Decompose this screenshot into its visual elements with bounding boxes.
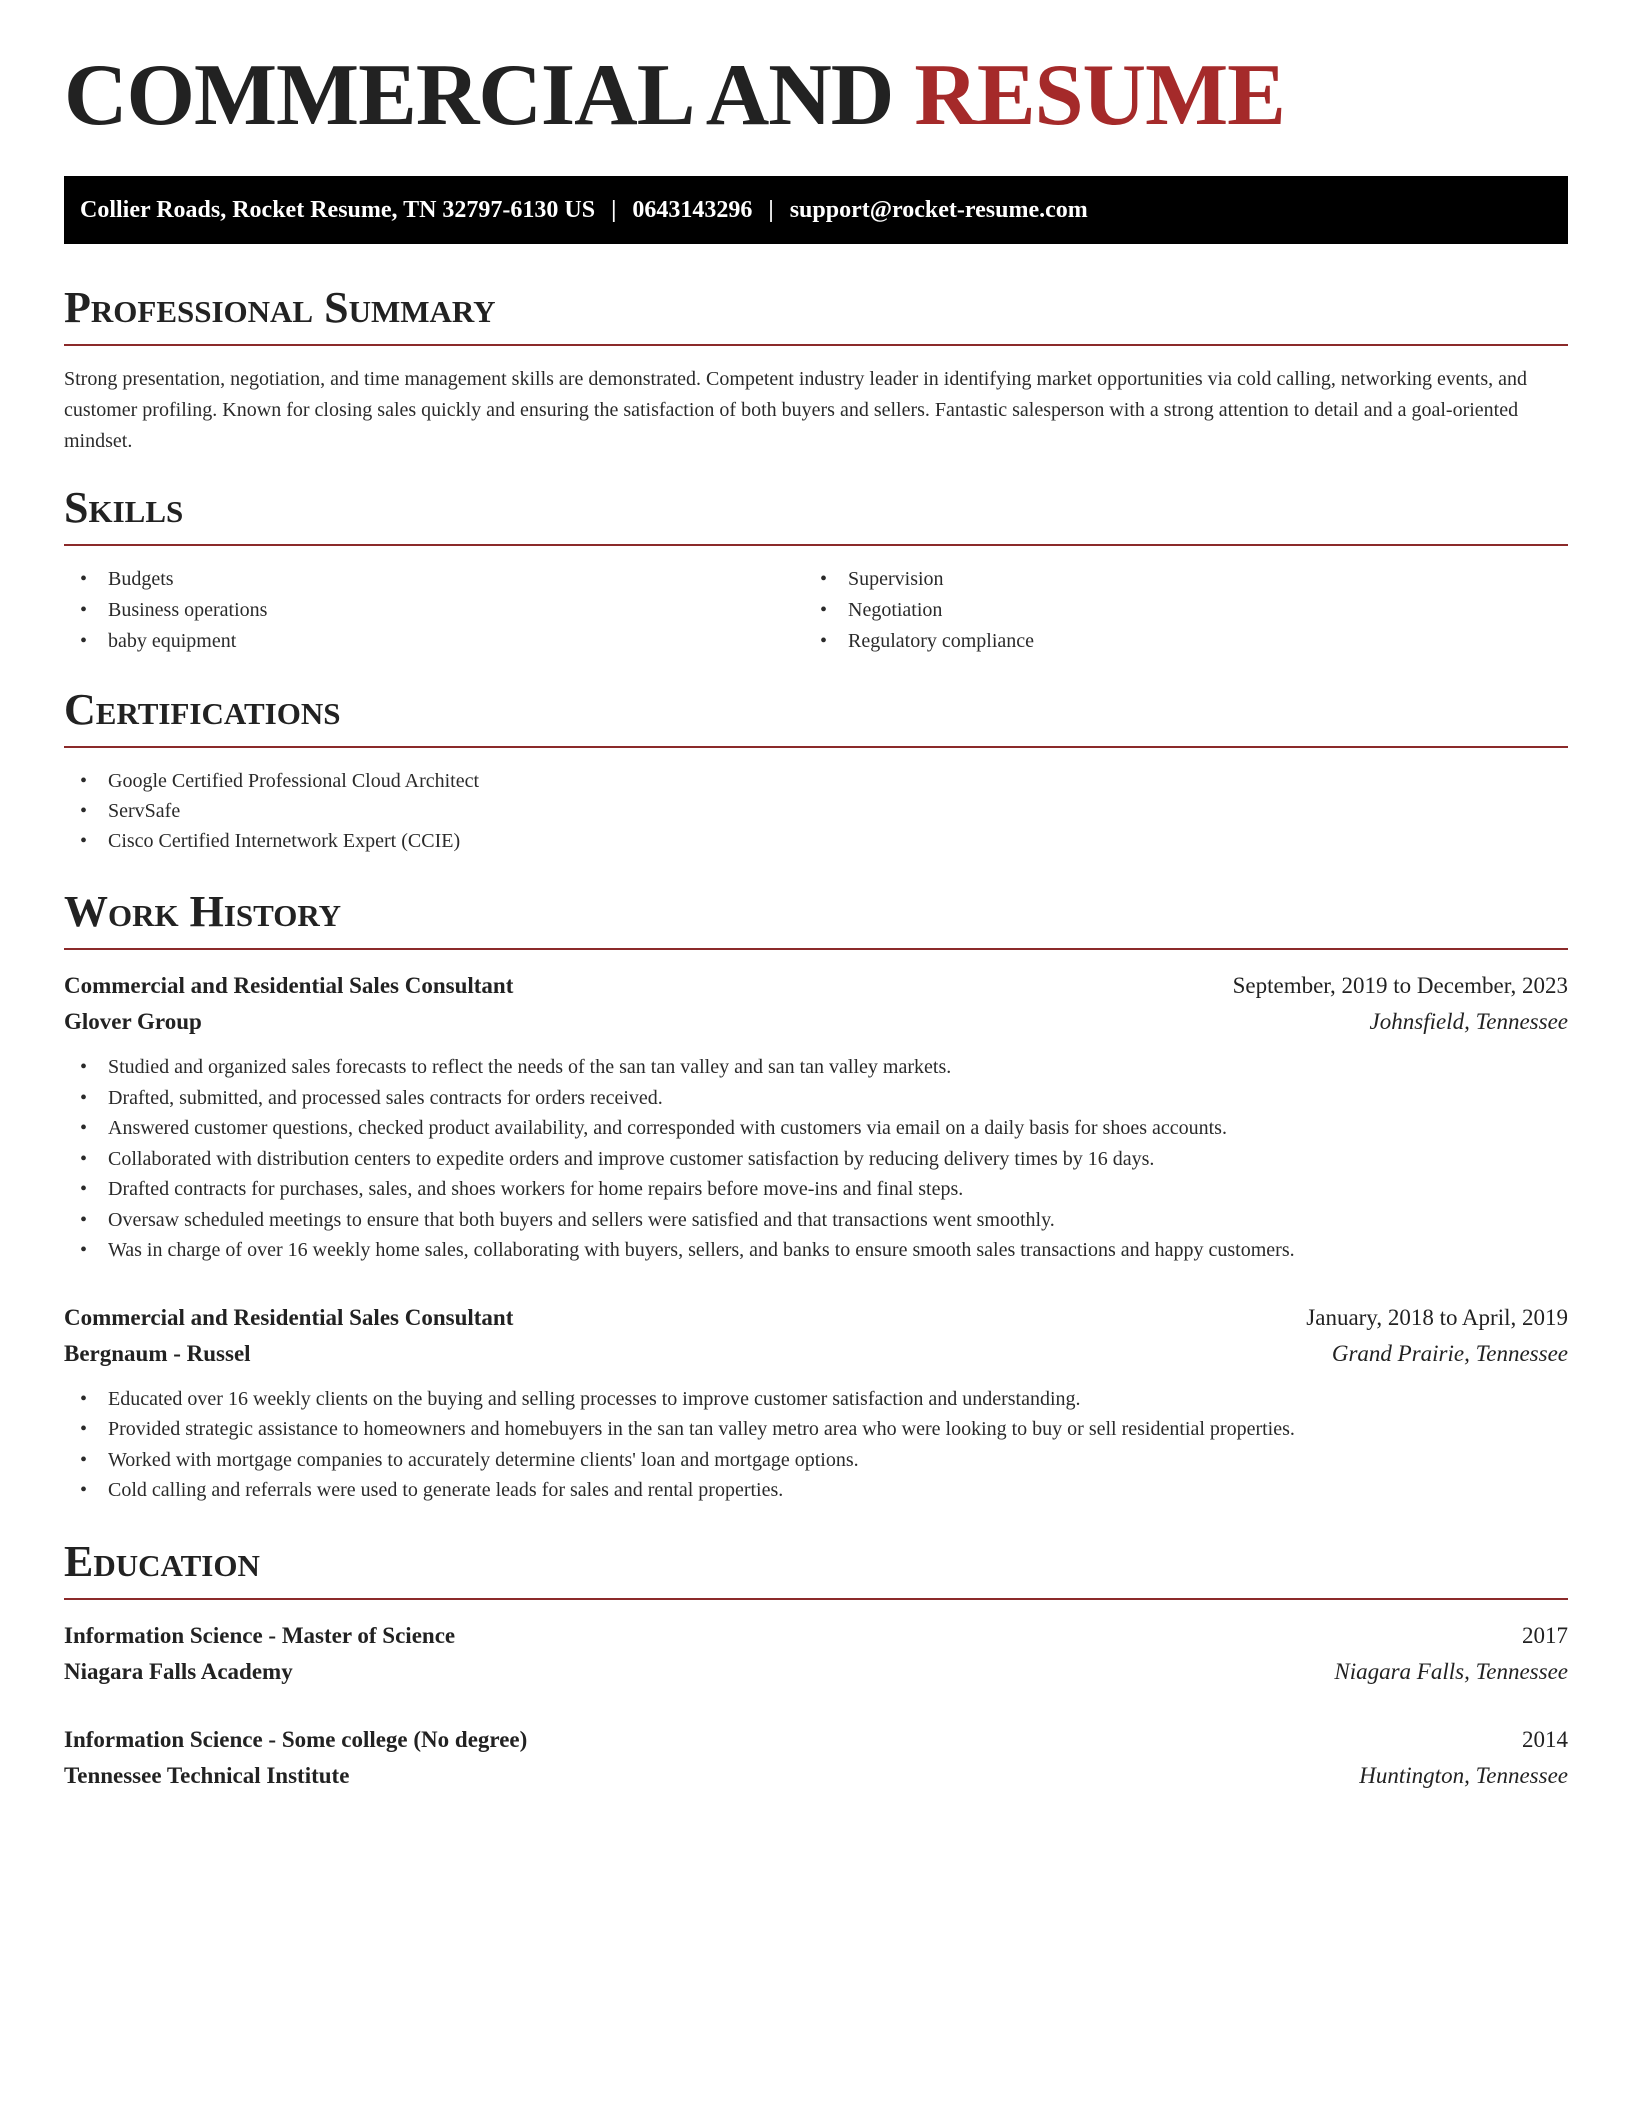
job-header-row	[64, 1300, 1568, 1336]
job-bullet: • Drafted contracts for purchases, sales, and shoes workers for home repairs before move-ins and final steps.	[64, 1174, 1568, 1205]
job-bullets	[64, 1052, 1568, 1266]
job-company-row	[64, 1336, 1568, 1372]
job-dates: September, 2019 to December, 2023	[1232, 973, 1568, 998]
contact-separator: |	[611, 196, 617, 223]
job-bullet: • Provided strategic assistance to homeowners and homebuyers in the san tan valley metro area who were looking to buy or sell residential properties.	[64, 1414, 1568, 1445]
job-bullet: • Answered customer questions, checked product availability, and corresponded with customers via email on a daily basis for shoes accounts.	[64, 1113, 1568, 1144]
section-title: Work History	[64, 890, 1568, 950]
resume-name	[64, 47, 1285, 144]
education-section	[64, 1537, 1568, 1794]
job-title: Commercial and Residential Sales Consultant	[64, 973, 514, 998]
skill-item: • Supervision	[804, 564, 1544, 595]
job-header-row	[64, 968, 1568, 1004]
education-school-row	[64, 1758, 1568, 1794]
contact-separator: |	[768, 196, 774, 223]
job-dates: January, 2018 to April, 2019	[1306, 1304, 1568, 1330]
name-first: COMMERCIAL AND	[64, 47, 894, 144]
certification-list	[64, 766, 1568, 856]
job-company: Glover Group	[64, 1009, 202, 1034]
skills-column	[804, 564, 1544, 657]
name-last: RESUME	[914, 47, 1285, 144]
education-entry	[64, 1618, 1568, 1690]
education-school: Niagara Falls Academy	[64, 1659, 293, 1684]
skill-item: • Budgets	[64, 564, 804, 595]
job-bullet: • Cold calling and referrals were used to generate leads for sales and rental properties.	[64, 1475, 1568, 1506]
skills-section	[64, 483, 1568, 657]
education-location: Niagara Falls, Tennessee	[1334, 1659, 1568, 1684]
job-title: Commercial and Residential Sales Consultant	[64, 1304, 514, 1330]
education-degree: Information Science - Master of Science	[64, 1623, 456, 1648]
section-title: Professional Summary	[64, 286, 1568, 346]
education-school: Tennessee Technical Institute	[64, 1763, 350, 1788]
skill-item: • Negotiation	[804, 595, 1544, 626]
section-title: Certifications	[64, 688, 1568, 748]
education-degree: Information Science - Some college (No degree)	[64, 1727, 528, 1752]
skill-item: • Business operations	[64, 595, 804, 626]
job-bullet: • Collaborated with distribution centers to expedite orders and improve customer satisfaction by reducing delivery times by 16 days.	[64, 1144, 1568, 1175]
certification-item: • Google Certified Professional Cloud Architect	[64, 766, 1568, 796]
contact-phone: 0643143296	[632, 196, 753, 223]
contact-address: Collier Roads, Rocket Resume, TN 32797-6130 US	[80, 196, 596, 223]
job-company: Bergnaum - Russel	[64, 1340, 251, 1366]
education-year: 2014	[1522, 1727, 1568, 1752]
job-entry	[64, 968, 1568, 1266]
contact-bar	[64, 176, 1568, 244]
job-bullet: • Worked with mortgage companies to accurately determine clients' loan and mortgage options.	[64, 1445, 1568, 1476]
job-bullet: • Educated over 16 weekly clients on the buying and selling processes to improve customer satisfaction and understanding.	[64, 1384, 1568, 1415]
education-header-row	[64, 1618, 1568, 1654]
contact-email: support@rocket-resume.com	[789, 196, 1088, 223]
skill-item: • Regulatory compliance	[804, 626, 1544, 657]
section-title: Skills	[64, 486, 1568, 546]
job-entry	[64, 1300, 1568, 1506]
work-history-section	[64, 887, 1568, 1506]
job-location: Grand Prairie, Tennessee	[1331, 1340, 1568, 1366]
job-bullet: • Studied and organized sales forecasts to reflect the needs of the san tan valley and san tan valley markets.	[64, 1052, 1568, 1083]
job-bullet: • Drafted, submitted, and processed sales contracts for orders received.	[64, 1083, 1568, 1114]
job-bullets	[64, 1384, 1568, 1506]
job-bullet: • Oversaw scheduled meetings to ensure that both buyers and sellers were satisfied and that transactions went smoothly.	[64, 1205, 1568, 1236]
skills-columns	[64, 564, 1568, 657]
summary-section	[64, 283, 1568, 457]
skill-item: • baby equipment	[64, 626, 804, 657]
skills-column	[64, 564, 804, 657]
education-entry	[64, 1722, 1568, 1794]
education-year: 2017	[1522, 1623, 1568, 1648]
job-company-row	[64, 1004, 1568, 1040]
certification-item: • Cisco Certified Internetwork Expert (CCIE)	[64, 826, 1568, 856]
education-header-row	[64, 1722, 1568, 1758]
job-bullet: • Was in charge of over 16 weekly home sales, collaborating with buyers, sellers, and banks to ensure smooth sales transactions and happy customers.	[64, 1235, 1568, 1266]
section-title: Education	[64, 1540, 1568, 1600]
certifications-section	[64, 685, 1568, 856]
education-location: Huntington, Tennessee	[1359, 1763, 1568, 1788]
job-location: Johnsfield, Tennessee	[1369, 1009, 1568, 1034]
certification-item: • ServSafe	[64, 796, 1568, 826]
summary-text: Strong presentation, negotiation, and time management skills are demonstrated. Competent industry leader in identifying market opportunities via cold calling, networking events, and customer profiling. Known for closing sales quickly and ensuring the satisfaction of both buyers and sellers. Fantastic salesperson with a strong attention to detail and a goal-oriented mindset.	[64, 368, 1527, 452]
education-school-row	[64, 1654, 1568, 1690]
